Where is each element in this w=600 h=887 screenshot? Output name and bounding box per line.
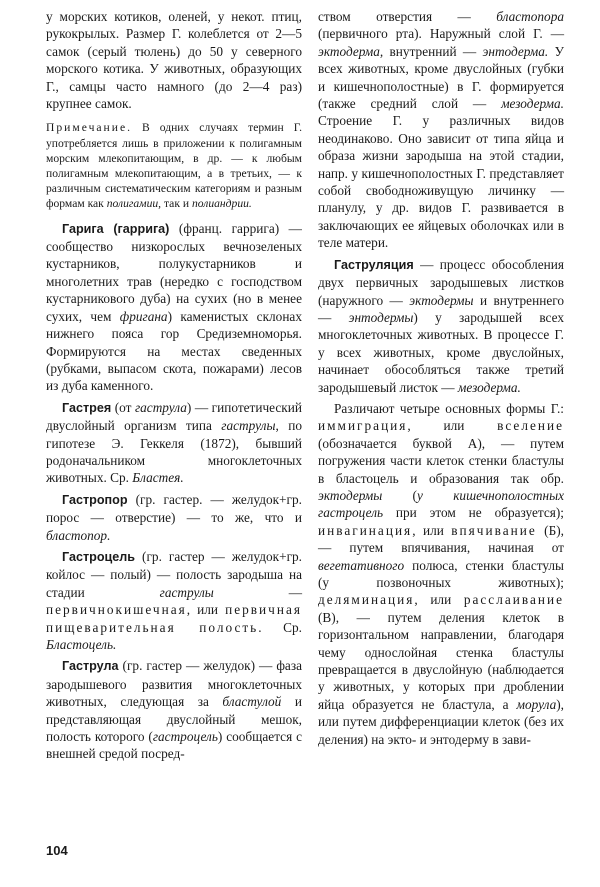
entry-gariga: Гарига (гаррига) (франц. гаррига) — сообщество низкорослых вечнозеленых кустарников, полукустарников и многолетних трав (нередко с господством кустарникового дуба) на сухих (но в менее сухих, чем фригана) каменистых склонах нижнего пояса гор Средиземноморья. Формируются на местах сведенных (рубками, выпасом скота, пожарами) лесов из дуба каменного. (46, 220, 302, 394)
page-number: 104 (46, 843, 68, 858)
entry-gastreya: Гастрея (от гаструла) — гипотетический двуслойный организм типа гаструлы, по гипотезе Э. Геккеля (1872), бывший родоначальником многоклеточных животных. Ср. Бластея. (46, 399, 302, 486)
note-label: Примечание. (46, 121, 132, 135)
entry-gastrula-continuation: ством отверстия — бластопора (первичного рта). Наружный слой Г. — эктодерма, внутренний — энтодерма. У всех животных, кроме двуслойных (губки и кишечнополостные) в Г. формируется (также средний слой — мезодерма. Строение Г. у различных видов неодинаково. Оно зависит от типа яйца и образа жизни зародыша на этой стадии, напр. у кишечнополостных Г. представляет собой свободноживущую личинку — планулу, у др. видов Г. развивается в заключающих ее яйцевых оболочках или в теле матери. (318, 9, 564, 251)
left-column (46, 8, 302, 763)
entry-continuation: у морских котиков, оленей, у некот. птиц, рукокрылых. Размер Г. колеблется от 2—5 самок (серый тюлень) до 50 у северного морского котика. У животных, образующих Г., самцы часто намного (до 2—4 раз) крупнее самок. (46, 9, 302, 112)
gastrulation-forms-paragraph: Различают четыре основных формы Г.: иммиграция, или вселение (обозначается буквой А), — путем погружения части клеток стенки бластулы в бластоцель и образования так обр. эктодермы (у кишечнополостных гастроцель при этом не образуется); инвагинация, или впячивание (Б), — путем впячивания, начиная от вегетативного полюса, стенки бластулы (у позвоночных животных); деляминация, или расслаивание (В), — путем деления клеток в горизонтальном направлении, благодаря чему однослойная стенка бластулы превращается в двуслойную (наблюдается у животных, у которых при дроблении яйца образуется не бластула, а морула), или путем дифференциации клеток (без их деления) на экто- и энтодерму в зави- (318, 400, 564, 747)
headword: Гастропор (62, 492, 128, 507)
headword: Гастроцель (62, 549, 136, 564)
headword: Гаструла (62, 659, 119, 674)
entry-gastropor: Гастропор (гр. гастер. — желудок+гр. порос — отверстие) — то же, что и бластопор. (46, 491, 302, 543)
headword: Гаструляция (334, 257, 414, 272)
entry-gastrula: Гаструла (гр. гастер — желудок) — фаза зародышевого развития многоклеточных животных, следующая за бластулой и представляющая двуслойный мешок, полость которого (гастроцель) сообщается с внешней средой посред- (46, 658, 302, 762)
entry-gastrulation: Гаструляция — процесс обособления двух первичных зародышевых листков (наружного — эктодермы и внутреннего — энтодермы) у зародышей всех многоклеточных животных. В процессе Г. у всех животных, кроме двуслойных, начинает обособляться также третий зародышевый листок — мезодерма. (318, 256, 565, 395)
entry-gastrocel: Гастроцель (гр. гастер — желудок+гр. койлос — полый) — полость зародыша на стадии гаструлы — первичнокишечная, или первичная пищеварительная полость. Ср. Бластоцель. (46, 548, 302, 652)
note-paragraph: Примечание. В одних случаях термин Г. употребляется лишь в приложении к полигамным морским млекопитающим, в др. — к любым полигамным млекопитающим, а в третьих, — к различным систематическим категориям и разным формам как полигамии, так и полиандрии. (46, 121, 302, 211)
headword: Гарига (гаррига) (62, 221, 170, 236)
headword: Гастрея (62, 400, 112, 415)
right-column (318, 8, 564, 748)
